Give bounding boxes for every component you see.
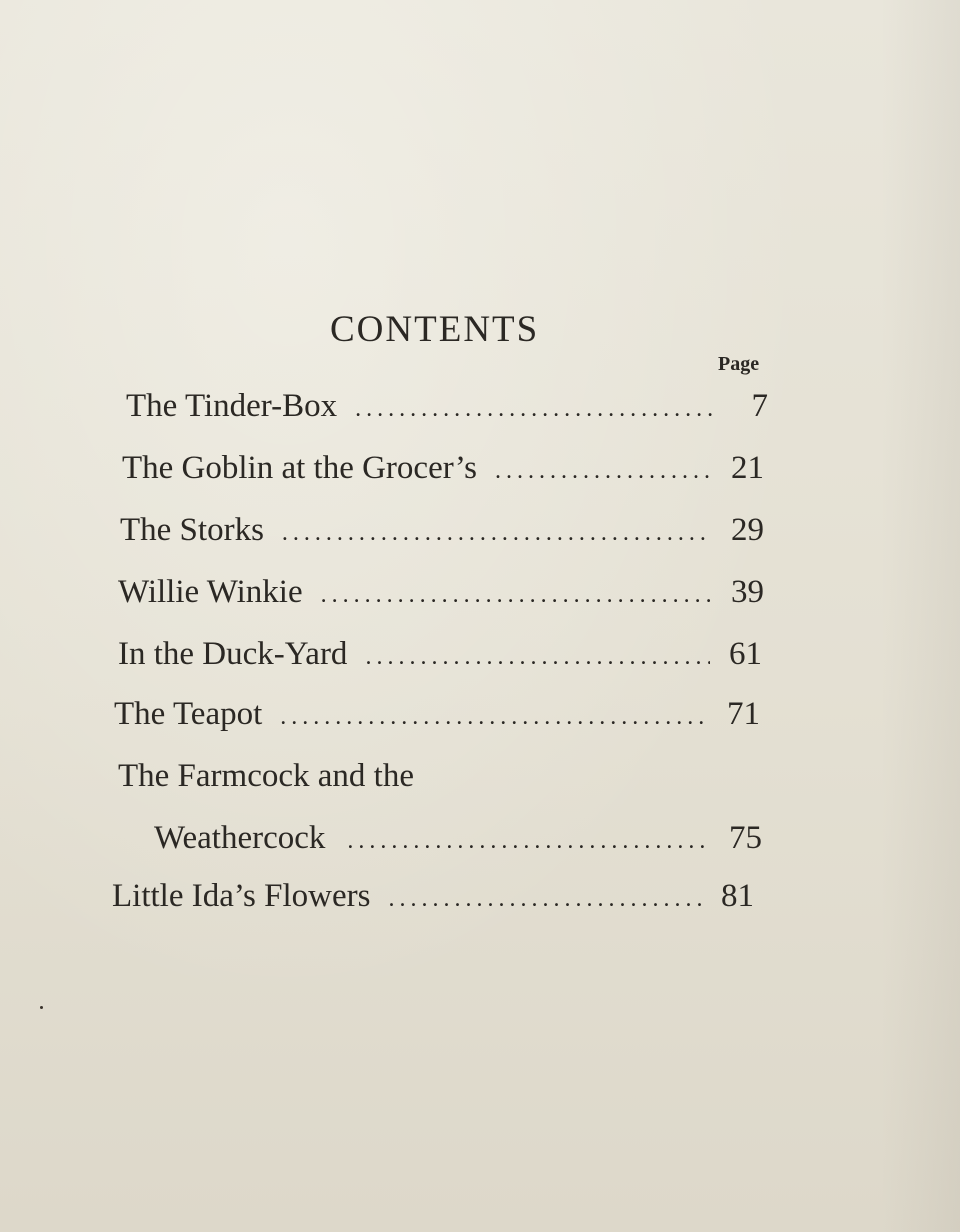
toc-entry-title: The Goblin at the Grocer’s: [122, 450, 477, 486]
toc-entry-goblin[interactable]: [122, 448, 764, 491]
toc-entry-page: 21: [731, 450, 764, 486]
toc-entry-page: 71: [727, 696, 760, 732]
toc-entry-title: The Storks: [120, 512, 264, 548]
page-column-label: Page: [718, 353, 760, 375]
contents-heading: CONTENTS: [330, 309, 540, 350]
toc-entry-storks[interactable]: [120, 510, 764, 553]
toc-entry-title-line2: Weathercock: [154, 820, 326, 856]
toc-entry-title: In the Duck-Yard: [118, 636, 348, 672]
toc-entry-title-line2-row: [154, 818, 762, 861]
toc-entry-duck-yard[interactable]: [118, 634, 762, 677]
paper-speck: [40, 1006, 43, 1009]
toc-entry-page: 61: [729, 636, 762, 672]
dot-leader: [388, 879, 702, 919]
toc-entry-teapot[interactable]: [114, 694, 760, 737]
toc-entry-tinder-box[interactable]: [126, 386, 768, 429]
dot-leader: [280, 697, 708, 737]
toc-entry-farmcock[interactable]: [118, 756, 762, 866]
toc-entry-page: 39: [731, 574, 764, 610]
dot-leader: [282, 513, 712, 553]
dot-leader: [347, 821, 710, 861]
dot-leader: [355, 389, 716, 429]
toc-entry-willie-winkie[interactable]: [118, 572, 764, 615]
toc-entry-title: The Tinder-Box: [126, 388, 338, 424]
toc-entry-little-ida[interactable]: [112, 876, 754, 919]
toc-entry-title: Willie Winkie: [118, 574, 303, 610]
dot-leader: [365, 637, 710, 677]
toc-entry-page: 29: [731, 512, 764, 548]
page-edge-shadow: [880, 0, 960, 1232]
toc-entry-title-line1: The Farmcock and the: [118, 758, 414, 794]
dot-leader: [495, 451, 712, 491]
toc-entry-title: Little Ida’s Flowers: [112, 878, 371, 914]
toc-entry-title: The Teapot: [114, 696, 263, 732]
dot-leader: [321, 575, 712, 615]
toc-entry-page: 75: [729, 820, 762, 856]
toc-entry-page: 81: [721, 878, 754, 914]
toc-entry-page: 7: [751, 388, 768, 424]
